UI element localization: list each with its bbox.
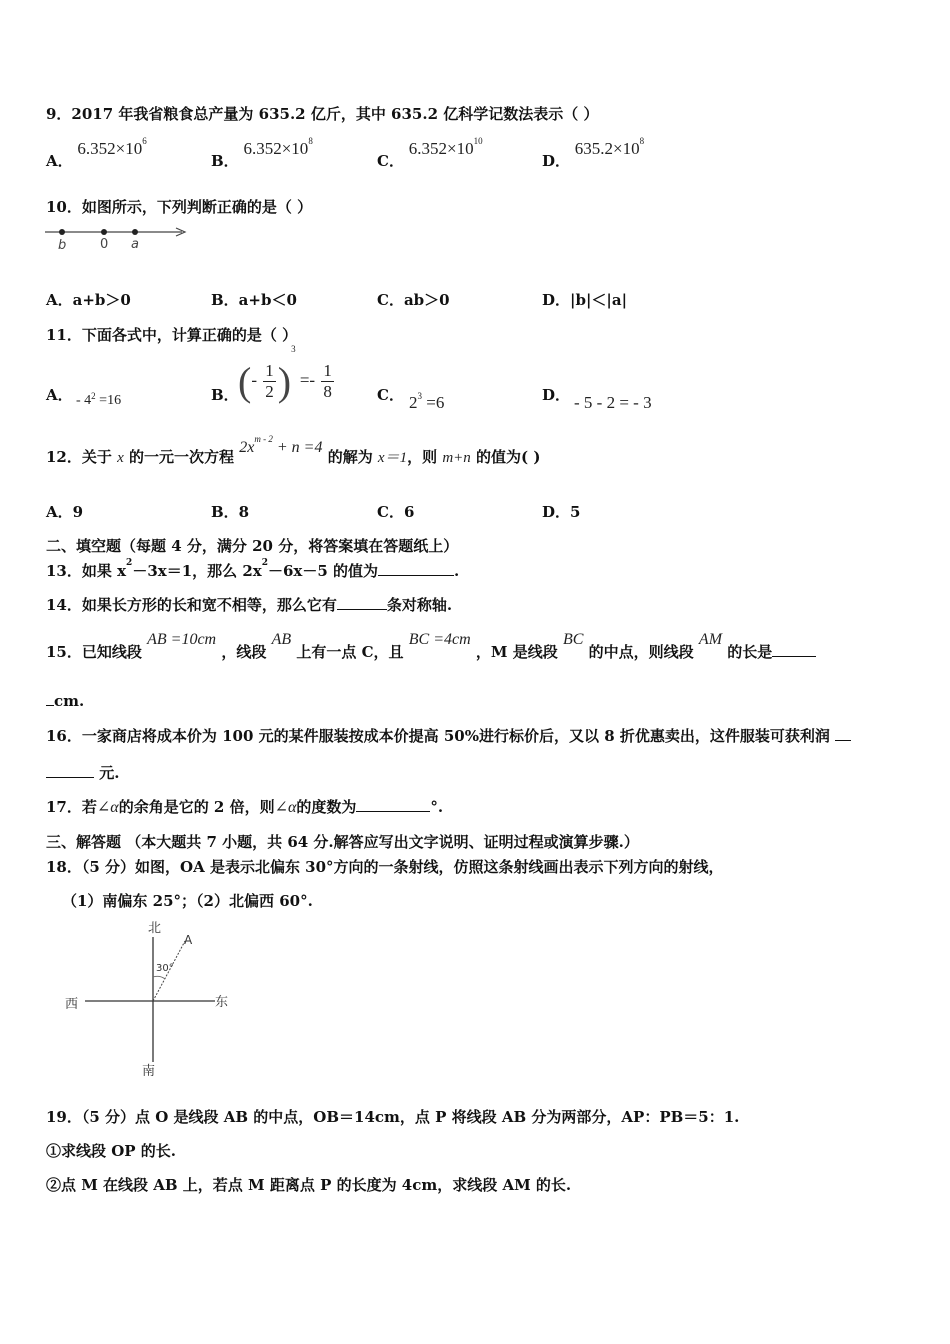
option-mantissa: $6.352\times 10^8$ — [243, 136, 313, 158]
south-label: 南 — [142, 1064, 156, 1079]
option-mantissa: $6.352\times 10^6$ — [77, 136, 147, 158]
right-paren: ) — [277, 359, 292, 404]
option-label: C． — [377, 152, 404, 170]
q11-option-b-label[interactable]: B． — [211, 386, 239, 404]
q11-option-b-expr: (- $\frac{1}{2}$ )$^3$ =- $\frac{1}{8}$ — [238, 344, 332, 404]
q10-option-c[interactable]: C．ab＞0 — [377, 291, 450, 309]
answer-blank-cont[interactable] — [46, 763, 94, 778]
point-b — [59, 229, 65, 235]
q9-stem: 9．2017 年我省粮食总产量为 635.2 亿斤，其中 635.2 亿科学记数法表示（ ） — [46, 105, 599, 123]
option-label: A． — [46, 152, 73, 170]
answer-blank[interactable] — [835, 726, 851, 741]
q11-option-d-label[interactable]: D． — [542, 386, 571, 404]
west-label: 西 — [65, 997, 79, 1012]
answer-blank-cont[interactable] — [46, 691, 54, 706]
number-line-figure — [40, 222, 200, 254]
q15-line2: cm. — [46, 691, 84, 710]
east-label: 东 — [215, 995, 229, 1010]
section-2-heading: 二、填空题（每题 4 分，满分 20 分，将答案填在答题纸上） — [46, 537, 459, 555]
label-b: b — [58, 238, 67, 253]
point-a — [132, 229, 138, 235]
q16-line1: 16．一家商店将成本价为 100 元的某件服装按成本价提高 50%进行标价后，又以 8 折优惠卖出，这件服装可获利润 — [46, 725, 851, 746]
q9-option-d[interactable] — [542, 136, 645, 170]
q12-option-a[interactable]: A．9 — [46, 503, 84, 521]
q13: 13．如果 $x^2-3x=1$，那么 $2x^2-6x-5$ 的值为 . — [46, 558, 460, 580]
q9-option-a[interactable] — [46, 136, 147, 170]
answer-blank[interactable] — [337, 595, 387, 610]
q11-option-c-label[interactable]: C． — [377, 386, 404, 404]
q11-option-c-expr: $2^3 =6$ — [409, 391, 445, 412]
q9-option-b[interactable] — [211, 136, 313, 170]
q18-stem: 18．（5 分）如图，OA 是表示北偏东 30°方向的一条射线，仿照这条射线画出表示下列方向的射线， — [46, 858, 724, 876]
q18-sub: （1）南偏东 25°；（2）北偏西 60°. — [62, 892, 313, 910]
fraction-eighth: $\frac{1}{8}$ — [323, 361, 332, 401]
q12-option-d[interactable]: D．5 — [542, 503, 581, 521]
option-mantissa: $635.2\times 10^8$ — [574, 136, 645, 158]
option-label: B． — [211, 152, 239, 170]
q10-stem: 10．如图所示，下列判断正确的是（ ） — [46, 198, 313, 216]
section-3-heading: 三、解答题 （本大题共 7 小题，共 64 分.解答应写出文字说明、证明过程或演算步骤.） — [46, 833, 639, 851]
label-a: a — [131, 237, 139, 252]
q11-option-a-expr: - $4^2 =16$ — [76, 391, 122, 408]
left-paren: ( — [238, 359, 252, 404]
direction-figure — [60, 915, 250, 1080]
q15: 15．已知线段 AB =10cm ，线段 AB 上有一点 C，且 BC =4cm ，M 是线段 BC 的中点，则线段 AM 的长是 — [46, 641, 816, 662]
q11-option-d-expr: - 5 - 2 = - 3 — [574, 393, 652, 412]
fraction-half: $\frac{1}{2}$ — [265, 361, 274, 401]
angle-arc — [153, 976, 165, 979]
q19-sub-2: ②点 M 在线段 AB 上，若点 M 距离点 P 的长度为 4cm，求线段 AM 的长. — [46, 1176, 572, 1194]
q17: 17．若∠α的余角是它的 2 倍，则∠α的度数为 °. — [46, 798, 444, 816]
q19-sub-1: ①求线段 OP 的长. — [46, 1142, 177, 1160]
answer-blank[interactable] — [772, 642, 816, 657]
option-mantissa: $6.352\times 10^{10}$ — [408, 136, 483, 158]
point-a-label: A — [184, 933, 193, 947]
q19-stem: 19．（5 分）点 O 是线段 AB 的中点，OB＝14cm，点 P 将线段 AB 分为两部分，AP：PB＝5：1. — [46, 1108, 740, 1126]
q12-equation: $2x^{m - 2} + n =4$ — [239, 434, 323, 456]
q11-stem: 11．下面各式中，计算正确的是（ ） — [46, 326, 298, 344]
angle-label: 30° — [156, 963, 174, 974]
option-label: D． — [542, 152, 571, 170]
answer-blank[interactable] — [378, 561, 454, 576]
point-0 — [101, 229, 107, 235]
q9-option-c[interactable] — [377, 136, 483, 170]
q14: 14．如果长方形的长和宽不相等，那么它有 条对称轴. — [46, 596, 453, 614]
q16-line2: 元. — [46, 762, 119, 783]
q12-option-b[interactable]: B．8 — [211, 503, 250, 521]
q10-option-d[interactable]: D．|b|＜|a| — [542, 291, 628, 309]
label-0: 0 — [100, 237, 109, 252]
north-label: 北 — [148, 921, 162, 936]
q10-option-a[interactable]: A．a+b＞0 — [46, 291, 131, 309]
q12-stem: 12．关于 x 的一元一次方程 $2x^{m - 2} + n =4$ 的解为 x＝1，则 m+n 的值为( ) — [46, 434, 541, 466]
q12-option-c[interactable]: C．6 — [377, 503, 415, 521]
answer-blank[interactable] — [356, 797, 430, 812]
q11-option-a-label[interactable]: A． — [46, 386, 73, 404]
q10-option-b[interactable]: B．a+b＜0 — [211, 291, 297, 309]
